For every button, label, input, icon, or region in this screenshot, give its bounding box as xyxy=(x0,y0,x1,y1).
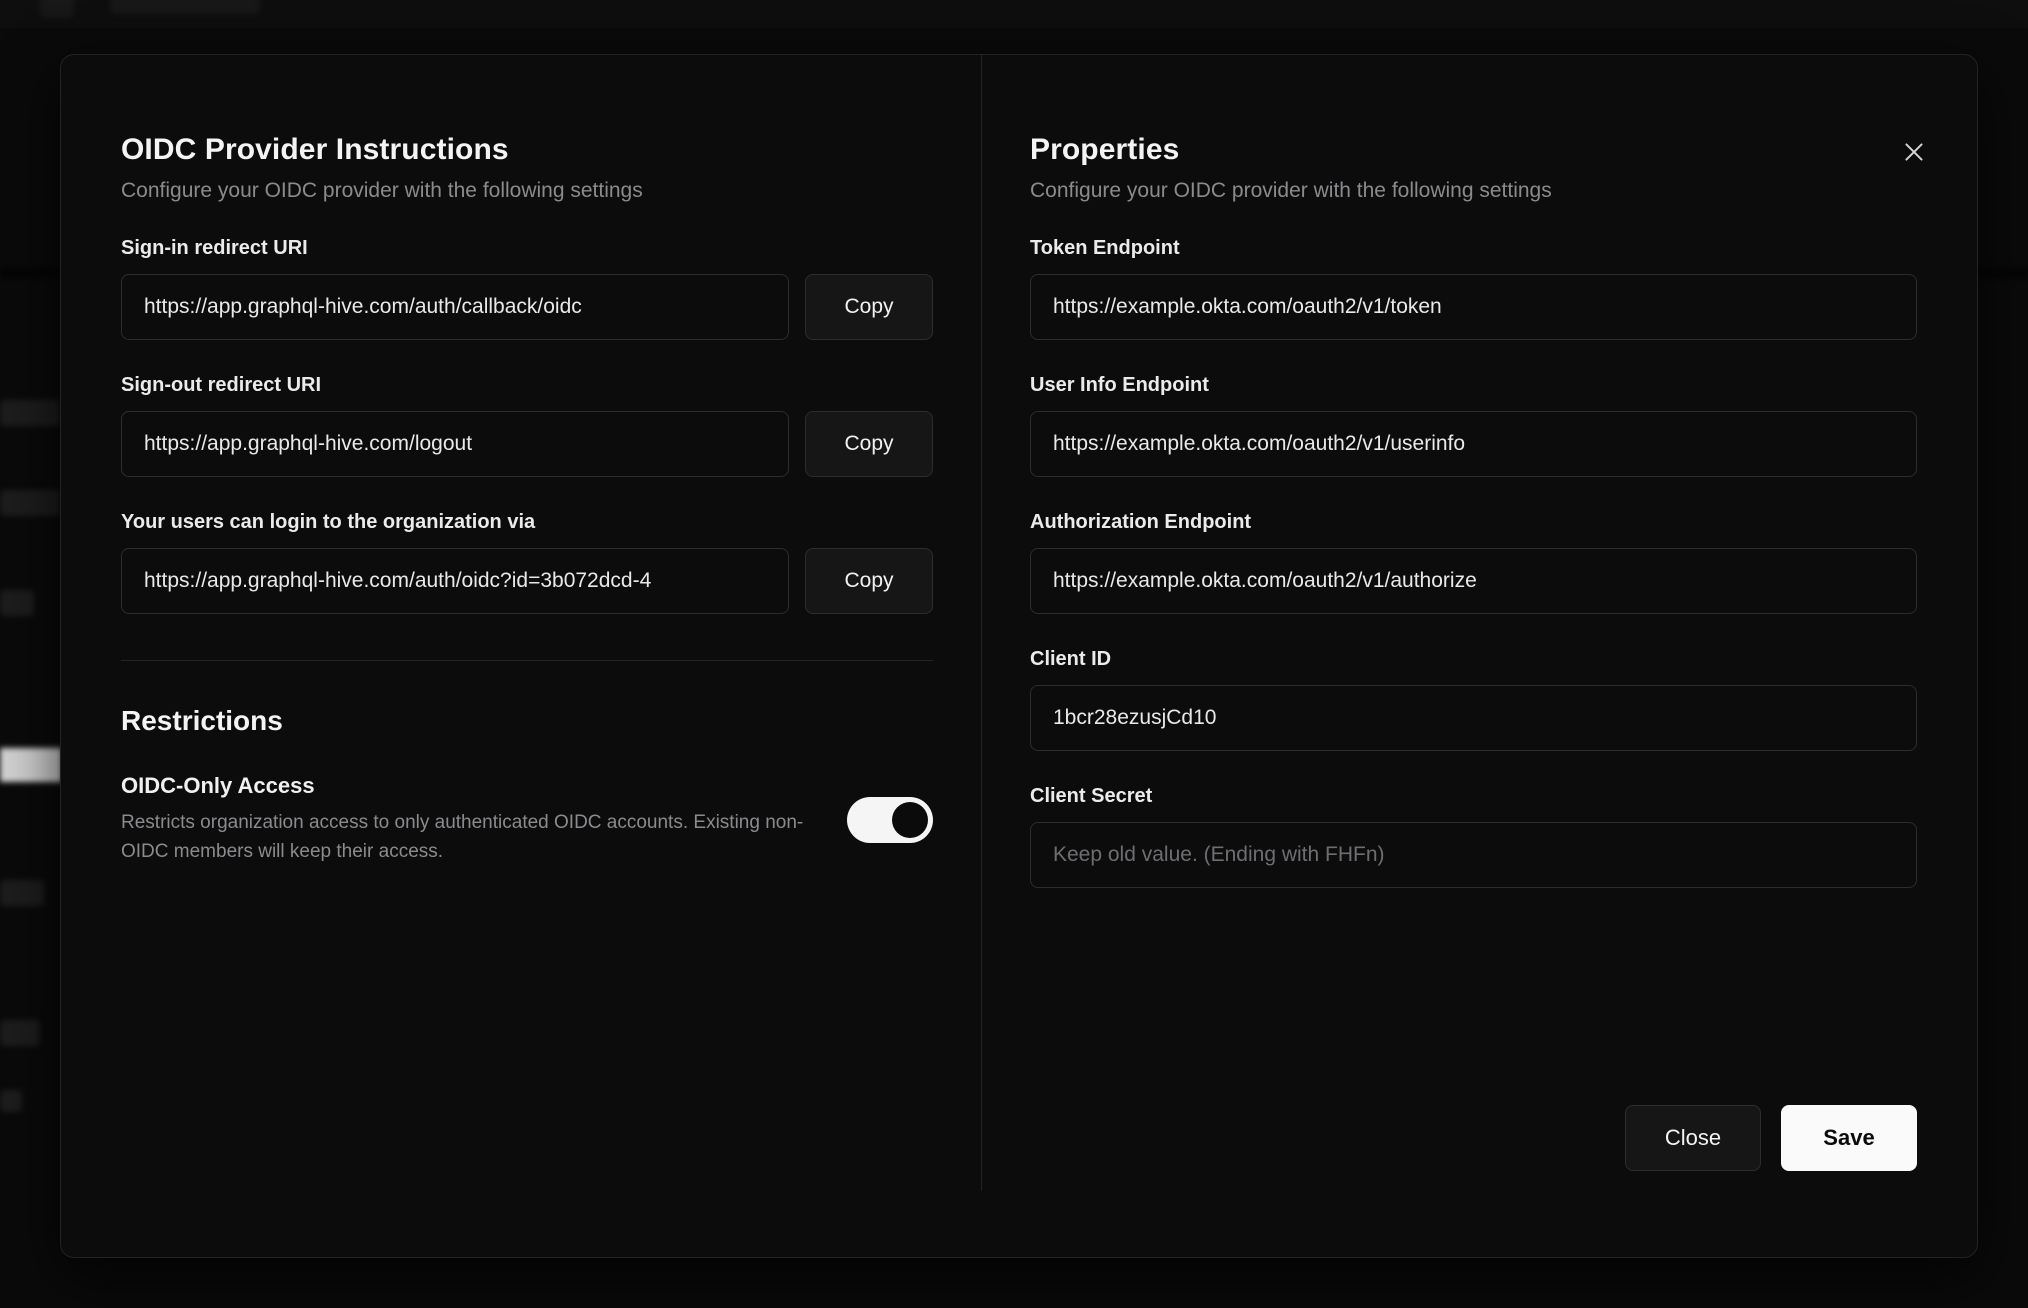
page-subtitle: Configure your OIDC provider with the following settings xyxy=(121,179,643,202)
properties-title: Properties xyxy=(1030,133,1180,166)
page-title: OIDC Provider Instructions xyxy=(121,133,509,166)
background-sidebar-item xyxy=(0,400,60,426)
properties-subtitle: Configure your OIDC provider with the following settings xyxy=(1030,179,1552,202)
field-label: Client ID xyxy=(1030,648,1112,670)
authorization-endpoint-input[interactable] xyxy=(1030,548,1917,614)
oidc-only-access-label: OIDC-Only Access xyxy=(121,773,315,798)
background-sidebar-item xyxy=(0,490,60,516)
background-sidebar-item xyxy=(0,1090,22,1112)
field-client-secret xyxy=(1030,785,1917,888)
signin-redirect-uri-input[interactable] xyxy=(121,274,789,340)
save-button[interactable]: Save xyxy=(1781,1105,1917,1171)
signout-redirect-uri-input[interactable] xyxy=(121,411,789,477)
client-id-input[interactable] xyxy=(1030,685,1917,751)
client-secret-input[interactable] xyxy=(1030,822,1917,888)
background-sidebar-item xyxy=(0,590,34,616)
field-label: Your users can login to the organization via xyxy=(121,511,536,533)
token-endpoint-input[interactable] xyxy=(1030,274,1917,340)
field-token-endpoint xyxy=(1030,237,1917,340)
field-signout-redirect-uri xyxy=(121,374,933,477)
copy-signin-redirect-uri-button[interactable]: Copy xyxy=(805,274,933,340)
field-login-url xyxy=(121,511,933,614)
oidc-only-access-row xyxy=(121,773,933,866)
field-label: Token Endpoint xyxy=(1030,237,1180,259)
instructions-panel xyxy=(61,133,981,1257)
copy-signout-redirect-uri-button[interactable]: Copy xyxy=(805,411,933,477)
field-signin-redirect-uri xyxy=(121,237,933,340)
field-client-id xyxy=(1030,648,1917,751)
oidc-settings-modal xyxy=(60,54,1978,1258)
background-chip xyxy=(110,0,260,14)
copy-organization-login-url-button[interactable]: Copy xyxy=(805,548,933,614)
toggle-knob xyxy=(892,802,928,838)
background-chip xyxy=(40,0,74,18)
field-label: User Info Endpoint xyxy=(1030,374,1209,396)
background-sidebar-item xyxy=(0,880,44,906)
divider xyxy=(121,660,933,661)
field-label: Sign-out redirect URI xyxy=(121,374,322,396)
background-highlight xyxy=(0,748,62,782)
field-label: Client Secret xyxy=(1030,785,1153,807)
field-label: Sign-in redirect URI xyxy=(121,237,308,259)
close-button[interactable]: Close xyxy=(1625,1105,1761,1171)
field-label: Authorization Endpoint xyxy=(1030,511,1252,533)
modal-actions xyxy=(1625,1105,1917,1171)
background-topbar xyxy=(0,0,2028,28)
background-sidebar-item xyxy=(0,1020,40,1046)
field-user-info-endpoint xyxy=(1030,374,1917,477)
user-info-endpoint-input[interactable] xyxy=(1030,411,1917,477)
organization-login-url-input[interactable] xyxy=(121,548,789,614)
restrictions-title: Restrictions xyxy=(121,705,283,736)
properties-panel xyxy=(982,133,1977,1257)
oidc-only-access-toggle[interactable] xyxy=(847,797,933,843)
field-authorization-endpoint xyxy=(1030,511,1917,614)
oidc-only-access-description: Restricts organization access to only authenticated OIDC accounts. Existing non-OIDC members will keep their access. xyxy=(121,812,804,862)
